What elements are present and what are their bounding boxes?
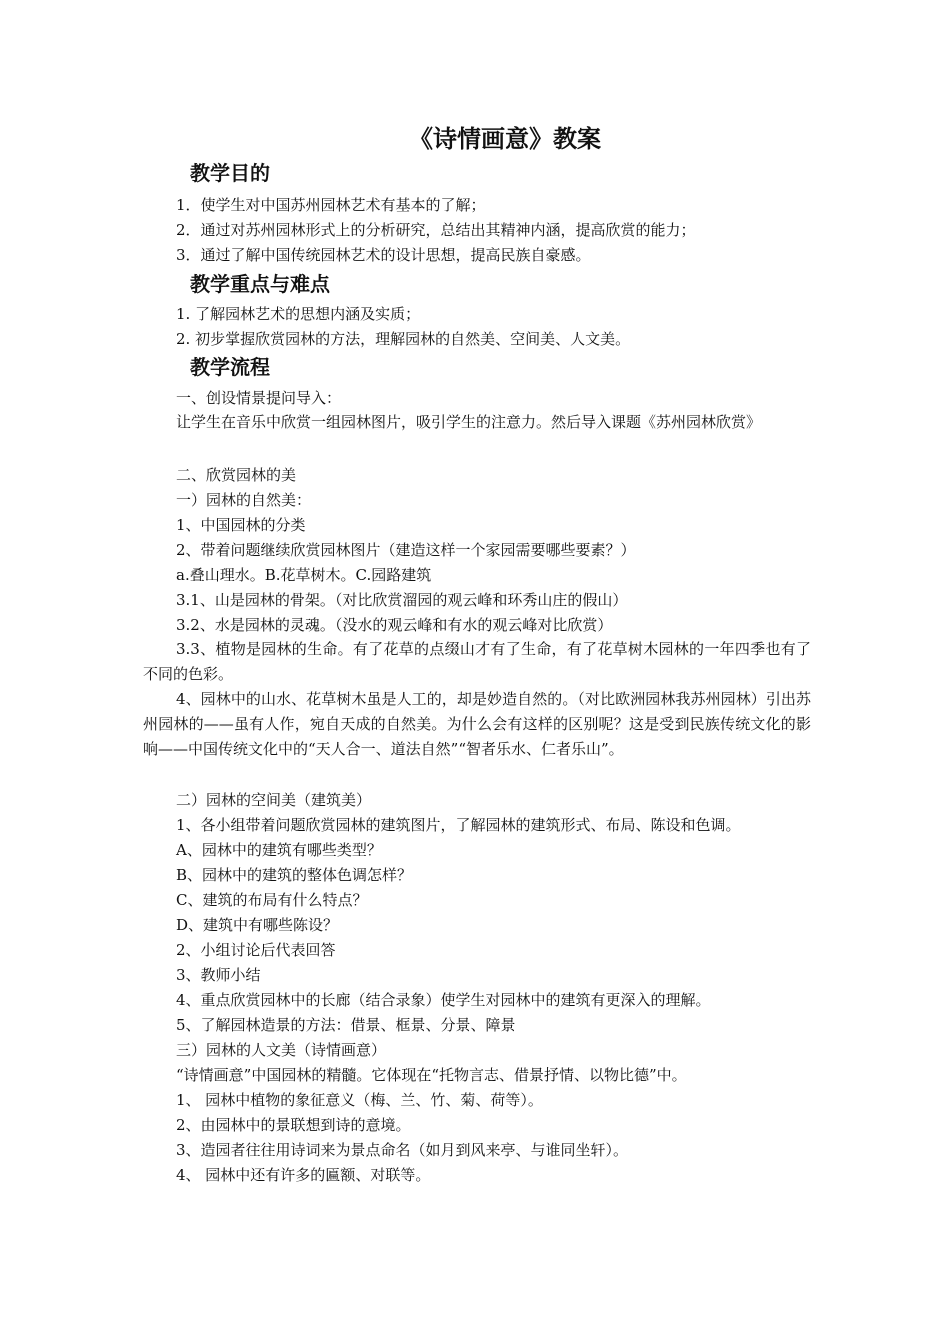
flow-paragraph: 让学生在音乐中欣赏一组园林图片，吸引学生的注意力。然后导入课题《苏州园林欣赏》 (176, 413, 762, 431)
heading-key-points: 教学重点与难点 (190, 272, 330, 296)
flow-item: 3、教师小结 (176, 966, 261, 984)
flow-item: D、建筑中有哪些陈设？ (176, 916, 339, 934)
flow-subsection-title: 三）园林的人文美（诗情画意） (176, 1041, 387, 1059)
key-point-item: 2. 初步掌握欣赏园林的方法，理解园林的自然美、空间美、人文美。 (176, 330, 631, 348)
flow-item: a.叠山理水。B.花草树木。C.园路建筑 (176, 566, 432, 584)
flow-subsection-title: 二）园林的空间美（建筑美） (176, 791, 372, 809)
flow-paragraph: 4、园林中的山水、花草树木虽是人工的，却是妙造自然的。（对比欧洲园林我苏州园林）引出苏州园林的——虽有人作，宛自天成的自然美。为什么会有这样的区别呢？这是受到民族传统文化的影响——中国传统文化中的“天人合一、道法自然”“智者乐水、仁者乐山”。 (143, 690, 811, 758)
flow-item: 2、由园林中的景联想到诗的意境。 (176, 1116, 411, 1134)
goal-item: 2．通过对苏州园林形式上的分析研究，总结出其精神内涵，提高欣赏的能力； (176, 221, 696, 239)
key-point-item: 1. 了解园林艺术的思想内涵及实质； (176, 305, 421, 323)
flow-item: B、园林中的建筑的整体色调怎样？ (176, 866, 413, 884)
flow-item: 1、各小组带着问题欣赏园林的建筑图片，了解园林的建筑形式、布局、陈设和色调。 (176, 816, 741, 834)
heading-teaching-flow: 教学流程 (190, 355, 270, 379)
heading-teaching-goals: 教学目的 (190, 161, 270, 185)
flow-item: 4、重点欣赏园林中的长廊（结合录象）使学生对园林中的建筑有更深入的理解。 (176, 991, 711, 1009)
goal-item: 3．通过了解中国传统园林艺术的设计思想，提高民族自豪感。 (176, 246, 591, 264)
flow-section-title: 二、欣赏园林的美 (176, 466, 297, 484)
flow-item: 5、了解园林造景的方法：借景、框景、分景、障景 (176, 1016, 516, 1034)
flow-item: 4、 园林中还有许多的匾额、对联等。 (176, 1166, 431, 1184)
flow-section-title: 一、创设情景提问导入： (176, 389, 342, 407)
flow-item: 3、造园者往往用诗词来为景点命名（如月到风来亭、与谁同坐轩）。 (176, 1141, 629, 1159)
flow-item: 3.2、水是园林的灵魂。（没水的观云峰和有水的观云峰对比欣赏） (176, 616, 613, 634)
flow-item: 2、小组讨论后代表回答 (176, 941, 336, 959)
document-title: 《诗情画意》教案 (409, 124, 601, 153)
flow-item: A、园林中的建筑有哪些类型？ (176, 841, 382, 859)
flow-item: 1、中国园林的分类 (176, 516, 306, 534)
flow-item: C、建筑的布局有什么特点？ (176, 891, 368, 909)
flow-paragraph: 3.3、植物是园林的生命。有了花草的点缀山才有了生命，有了花草树木园林的一年四季也有了不同的色彩。 (143, 640, 811, 683)
flow-item: 1、 园林中植物的象征意义（梅、兰、竹、菊、荷等）。 (176, 1091, 543, 1109)
flow-item: 3.1、山是园林的骨架。（对比欣赏溜园的观云峰和环秀山庄的假山） (176, 591, 628, 609)
flow-item: 2、带着问题继续欣赏园林图片（建造这样一个家园需要哪些要素？） (176, 541, 636, 559)
goal-item: 1．使学生对中国苏州园林艺术有基本的了解； (176, 196, 486, 214)
flow-item: “诗情画意”中国园林的精髓。它体现在“托物言志、借景抒情、以物比德”中。 (176, 1066, 687, 1084)
flow-subsection-title: 一）园林的自然美： (176, 491, 312, 509)
